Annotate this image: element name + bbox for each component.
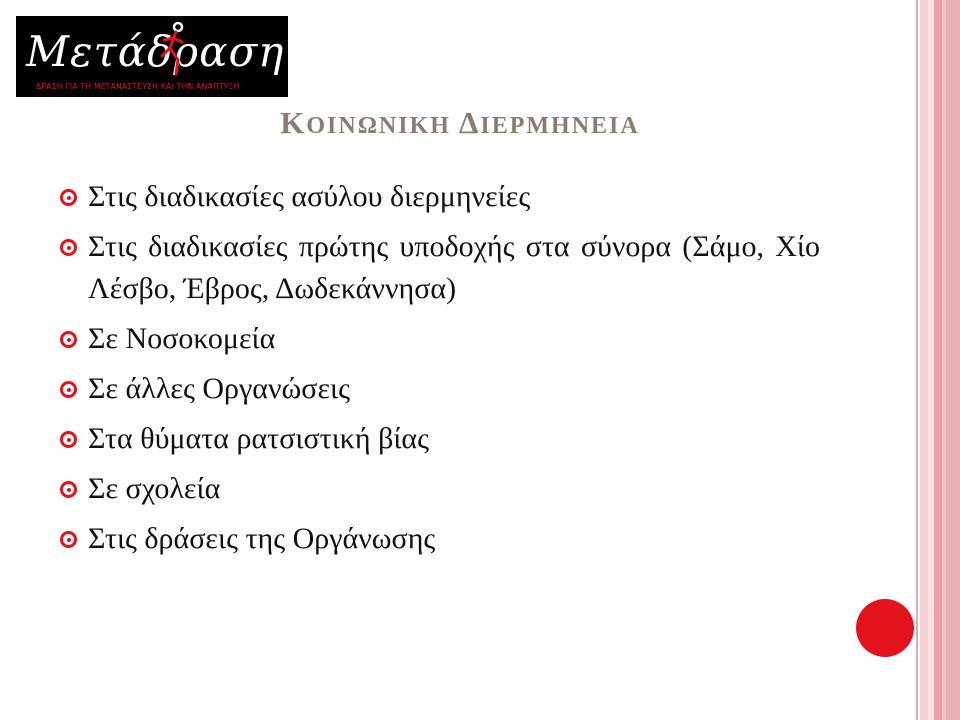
- logo-tagline: ΔΡΑΣΗ ΓΙΑ ΤΗ ΜΕΤΑΝΑΣΤΕΥΣΗ ΚΑΙ ΤΗΝ ΑΝΑΠΤΥΞΗ: [36, 82, 240, 91]
- list-item: [60, 176, 820, 218]
- list-item-text: Στις διαδικασίες ασύλου διερμηνείες: [88, 180, 531, 213]
- list-item-text: Στις διαδικασίες πρώτης υποδοχής στα σύνορα (Σάμο, Χίο Λέσβο, Έβρος, Δωδεκάννησα): [88, 230, 820, 305]
- bullet-icon: [60, 331, 77, 348]
- border-stripe: [920, 0, 928, 720]
- list-item: [60, 318, 820, 360]
- logo-wordmark-suffix: δραση: [147, 27, 285, 76]
- decorative-red-circle: [856, 599, 914, 657]
- runner-icon: [152, 20, 192, 76]
- list-item-text: Σε Νοσοκομεία: [88, 322, 276, 355]
- list-item-text: Στις δράσεις της Οργάνωσης: [88, 522, 436, 555]
- slide-title: [160, 106, 760, 143]
- title-rest: ΟΙΝΩΝΙΚΗ: [306, 113, 459, 139]
- bullet-icon: [60, 239, 77, 256]
- title-initial: Κ: [280, 105, 307, 140]
- border-stripe: [934, 0, 942, 720]
- title-initial: Δ: [458, 105, 481, 140]
- bullet-icon: [60, 189, 77, 206]
- title-rest: ΙΕΡΜΗΝΕΙΑ: [480, 113, 640, 139]
- bullet-icon: [60, 431, 77, 448]
- logo-wordmark-prefix: Μετά: [26, 27, 148, 76]
- border-stripe: [916, 0, 918, 720]
- metadrasi-logo: [16, 16, 288, 97]
- list-item-text: Σε σχολεία: [88, 472, 221, 505]
- list-item: [60, 418, 820, 460]
- list-item: [60, 518, 820, 560]
- list-item-text: Στα θύματα ρατσιστική βίας: [88, 422, 430, 455]
- border-stripe: [946, 0, 960, 720]
- bullet-icon: [60, 381, 77, 398]
- list-item: [60, 468, 820, 510]
- list-item: [60, 226, 820, 310]
- list-item: [60, 368, 820, 410]
- bullet-icon: [60, 531, 77, 548]
- bullet-icon: [60, 481, 77, 498]
- bullet-list: [60, 176, 820, 568]
- list-item-text: Σε άλλες Οργανώσεις: [88, 372, 350, 405]
